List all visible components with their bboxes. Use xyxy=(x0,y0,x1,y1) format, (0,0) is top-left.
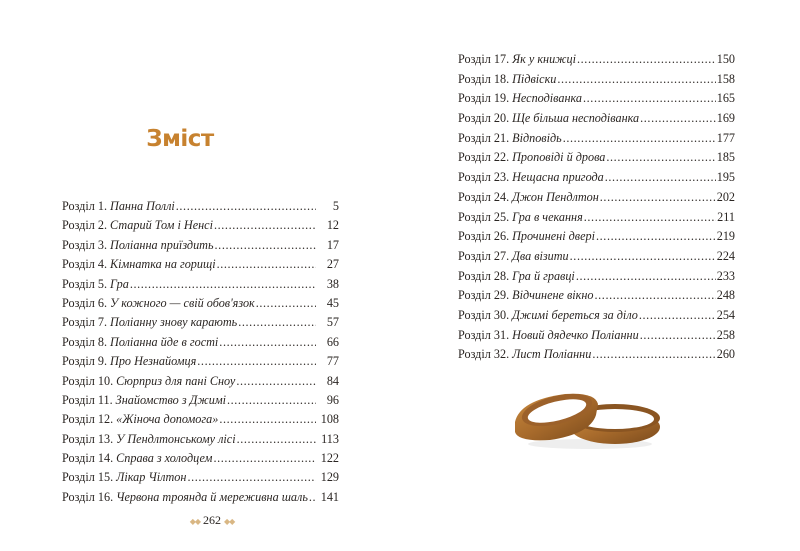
chapter-label: Розділ 7. xyxy=(62,315,108,330)
leader-dots xyxy=(563,131,716,146)
chapter-page: 122 xyxy=(320,451,339,466)
toc-entry[interactable] xyxy=(62,315,339,334)
chapter-label: Розділ 6. xyxy=(62,295,108,310)
chapter-label: Розділ 11. xyxy=(62,392,113,407)
leader-dots xyxy=(570,249,716,264)
chapter-title: Поліанна йде в гості xyxy=(110,334,219,349)
toc-entry[interactable] xyxy=(458,249,735,269)
chapter-title: Червона троянда й мереживна шаль xyxy=(116,489,308,504)
toc-entry[interactable] xyxy=(458,288,735,308)
chapter-title: Гра в чекання xyxy=(512,209,583,224)
toc-entry[interactable] xyxy=(62,374,339,393)
leader-dots xyxy=(219,335,316,350)
chapter-title: Поліанну знову карають xyxy=(110,315,238,330)
chapter-title: Нещасна пригода xyxy=(512,170,604,185)
chapter-label: Розділ 16. xyxy=(62,489,114,504)
chapter-title: Гра й гравці xyxy=(512,268,575,283)
chapter-title: Старий Том і Ненсі xyxy=(110,218,213,233)
chapter-title: Сюрприз для пані Сноу xyxy=(116,373,236,388)
leader-dots xyxy=(214,218,316,233)
chapter-label: Розділ 21. xyxy=(458,130,510,145)
toc-entry[interactable] xyxy=(62,238,339,257)
chapter-page: 77 xyxy=(326,354,339,369)
toc-entry[interactable] xyxy=(458,72,735,92)
leader-dots xyxy=(640,328,716,343)
chapter-label: Розділ 8. xyxy=(62,334,108,349)
leader-dots xyxy=(238,315,316,330)
chapter-page: 12 xyxy=(326,218,339,233)
chapter-label: Розділ 13. xyxy=(62,431,114,446)
chapter-page: 219 xyxy=(716,229,735,244)
leader-dots xyxy=(605,170,716,185)
toc-entry[interactable] xyxy=(62,199,339,218)
chapter-page: 165 xyxy=(716,91,735,106)
chapter-label: Розділ 15. xyxy=(62,470,114,485)
chapter-title: Поліанна приїздить xyxy=(110,237,214,252)
chapter-page: 233 xyxy=(716,268,735,283)
chapter-page: 211 xyxy=(717,209,735,224)
chapter-page: 57 xyxy=(326,315,339,330)
leader-dots xyxy=(557,72,715,87)
toc-entry[interactable] xyxy=(458,150,735,170)
leader-dots xyxy=(213,451,315,466)
toc-entry[interactable] xyxy=(62,218,339,237)
toc-entry[interactable] xyxy=(62,432,339,451)
chapter-label: Розділ 20. xyxy=(458,111,510,126)
chapter-label: Розділ 17. xyxy=(458,52,510,66)
chapter-page: 185 xyxy=(716,150,735,165)
chapter-label: Розділ 30. xyxy=(458,307,510,322)
toc-entry[interactable] xyxy=(458,210,735,230)
chapter-page: 129 xyxy=(320,470,339,485)
chapter-label: Розділ 28. xyxy=(458,268,510,283)
chapter-title: Справа з холодцем xyxy=(116,451,213,466)
toc-entry[interactable] xyxy=(62,412,339,431)
chapter-label: Розділ 22. xyxy=(458,150,510,165)
chapter-label: Розділ 1. xyxy=(62,199,108,213)
ornament-icon: ◆◆ xyxy=(224,516,235,526)
chapter-page: 45 xyxy=(326,295,339,310)
chapter-page: 254 xyxy=(716,307,735,322)
leader-dots xyxy=(217,257,316,272)
chapter-page: 84 xyxy=(326,373,339,388)
leader-dots xyxy=(577,52,716,67)
chapter-label: Розділ 26. xyxy=(458,229,510,244)
leader-dots xyxy=(176,199,316,214)
toc-entry[interactable] xyxy=(62,451,339,470)
toc-entry[interactable] xyxy=(62,393,339,412)
chapter-page: 113 xyxy=(321,431,339,446)
leader-dots xyxy=(584,210,716,225)
chapter-title: Кімнатка на горищі xyxy=(110,257,216,272)
chapter-title: Ще більша несподіванка xyxy=(512,111,640,126)
leader-dots xyxy=(596,229,716,244)
toc-entry[interactable] xyxy=(458,91,735,111)
chapter-page: 96 xyxy=(326,392,339,407)
leader-dots xyxy=(583,91,716,106)
chapter-page: 158 xyxy=(716,71,735,86)
chapter-title: Знайомство з Джимі xyxy=(115,392,226,407)
chapter-page: 5 xyxy=(332,199,339,213)
chapter-page: 195 xyxy=(716,170,735,185)
chapter-label: Розділ 3. xyxy=(62,237,108,252)
leader-dots xyxy=(592,347,715,362)
chapter-page: 108 xyxy=(320,412,339,427)
chapter-title: Прочинені двері xyxy=(512,229,595,244)
leader-dots xyxy=(640,111,716,126)
chapter-title: У кожного — свій обов'язок xyxy=(110,295,255,310)
ornament-icon: ◆◆ xyxy=(189,516,200,526)
toc-entry[interactable] xyxy=(458,131,735,151)
chapter-title: Несподіванка xyxy=(512,91,583,106)
chapter-label: Розділ 27. xyxy=(458,248,510,263)
leader-dots xyxy=(639,308,716,323)
chapter-page: 169 xyxy=(716,111,735,126)
leader-dots xyxy=(600,190,716,205)
chapter-label: Розділ 12. xyxy=(62,412,114,427)
wedding-rings-illustration xyxy=(510,382,670,452)
leader-dots xyxy=(219,412,315,427)
toc-entry[interactable] xyxy=(458,52,735,72)
chapter-page: 27 xyxy=(326,257,339,272)
chapter-title: Відчинене вікно xyxy=(512,288,594,303)
chapter-label: Розділ 32. xyxy=(458,347,510,362)
toc-entry[interactable] xyxy=(458,328,735,348)
chapter-title: Лікар Чілтон xyxy=(116,470,187,485)
chapter-title: Джимі береться за діло xyxy=(512,307,638,322)
toc-entry[interactable] xyxy=(458,269,735,289)
page-number xyxy=(172,513,252,528)
toc-left-column xyxy=(62,199,339,509)
chapter-page: 17 xyxy=(326,237,339,252)
leader-dots xyxy=(227,393,316,408)
chapter-title: «Жіноча допомога» xyxy=(116,412,219,427)
chapter-label: Розділ 19. xyxy=(458,91,510,106)
chapter-label: Розділ 23. xyxy=(458,170,510,185)
leader-dots xyxy=(595,288,716,303)
toc-entry[interactable] xyxy=(62,354,339,373)
chapter-label: Розділ 31. xyxy=(458,327,510,342)
leader-dots xyxy=(236,374,316,389)
chapter-page: 66 xyxy=(326,334,339,349)
toc-entry[interactable] xyxy=(458,308,735,328)
chapter-label: Розділ 29. xyxy=(458,288,510,303)
chapter-page: 38 xyxy=(326,276,339,291)
chapter-label: Розділ 18. xyxy=(458,71,510,86)
chapter-page: 141 xyxy=(320,489,339,504)
chapter-label: Розділ 5. xyxy=(62,276,108,291)
chapter-page: 150 xyxy=(716,52,735,66)
toc-entry[interactable] xyxy=(62,277,339,296)
chapter-label: Розділ 25. xyxy=(458,209,510,224)
toc-entry[interactable] xyxy=(458,229,735,249)
chapter-title: Як у книжці xyxy=(512,52,576,66)
toc-entry[interactable] xyxy=(62,257,339,276)
chapter-label: Розділ 4. xyxy=(62,257,108,272)
chapter-page: 202 xyxy=(716,189,735,204)
chapter-page: 177 xyxy=(716,130,735,145)
chapter-label: Розділ 2. xyxy=(62,218,108,233)
toc-entry[interactable] xyxy=(62,470,339,489)
toc-entry[interactable] xyxy=(62,296,339,315)
chapter-page: 258 xyxy=(716,327,735,342)
toc-entry[interactable] xyxy=(458,190,735,210)
chapter-title: Джон Пендлтон xyxy=(512,189,599,204)
leader-dots xyxy=(309,490,316,505)
toc-entry[interactable] xyxy=(62,335,339,354)
chapter-page: 224 xyxy=(716,248,735,263)
chapter-title: Підвіски xyxy=(512,71,557,86)
toc-entry[interactable] xyxy=(458,347,735,367)
leader-dots xyxy=(256,296,316,311)
toc-entry[interactable] xyxy=(458,111,735,131)
chapter-title: Лист Поліанни xyxy=(512,347,592,362)
chapter-title: Проповіді й дрова xyxy=(512,150,606,165)
leader-dots xyxy=(576,269,716,284)
chapter-title: Панна Поллі xyxy=(110,199,175,213)
chapter-title: Про Незнайомця xyxy=(110,354,197,369)
leader-dots xyxy=(237,432,316,447)
toc-entry[interactable] xyxy=(458,170,735,190)
toc-right-column xyxy=(458,52,735,367)
chapter-page: 260 xyxy=(716,347,735,362)
leader-dots xyxy=(197,354,316,369)
chapter-label: Розділ 10. xyxy=(62,373,114,388)
chapter-label: Розділ 24. xyxy=(458,189,510,204)
chapter-title: Новий дядечко Поліанни xyxy=(512,327,639,342)
toc-entry[interactable] xyxy=(62,490,339,509)
chapter-title: Гра xyxy=(110,276,129,291)
chapter-page: 248 xyxy=(716,288,735,303)
leader-dots xyxy=(130,277,316,292)
chapter-title: Два візити xyxy=(512,248,569,263)
page-number-text: 262 xyxy=(203,513,221,527)
leader-dots xyxy=(215,238,316,253)
chapter-label: Розділ 14. xyxy=(62,451,114,466)
chapter-label: Розділ 9. xyxy=(62,354,108,369)
leader-dots xyxy=(606,150,715,165)
page-title: Зміст xyxy=(146,126,214,152)
chapter-title: Відповідь xyxy=(512,130,562,145)
chapter-title: У Пендлтонському лісі xyxy=(116,431,236,446)
leader-dots xyxy=(187,470,315,485)
